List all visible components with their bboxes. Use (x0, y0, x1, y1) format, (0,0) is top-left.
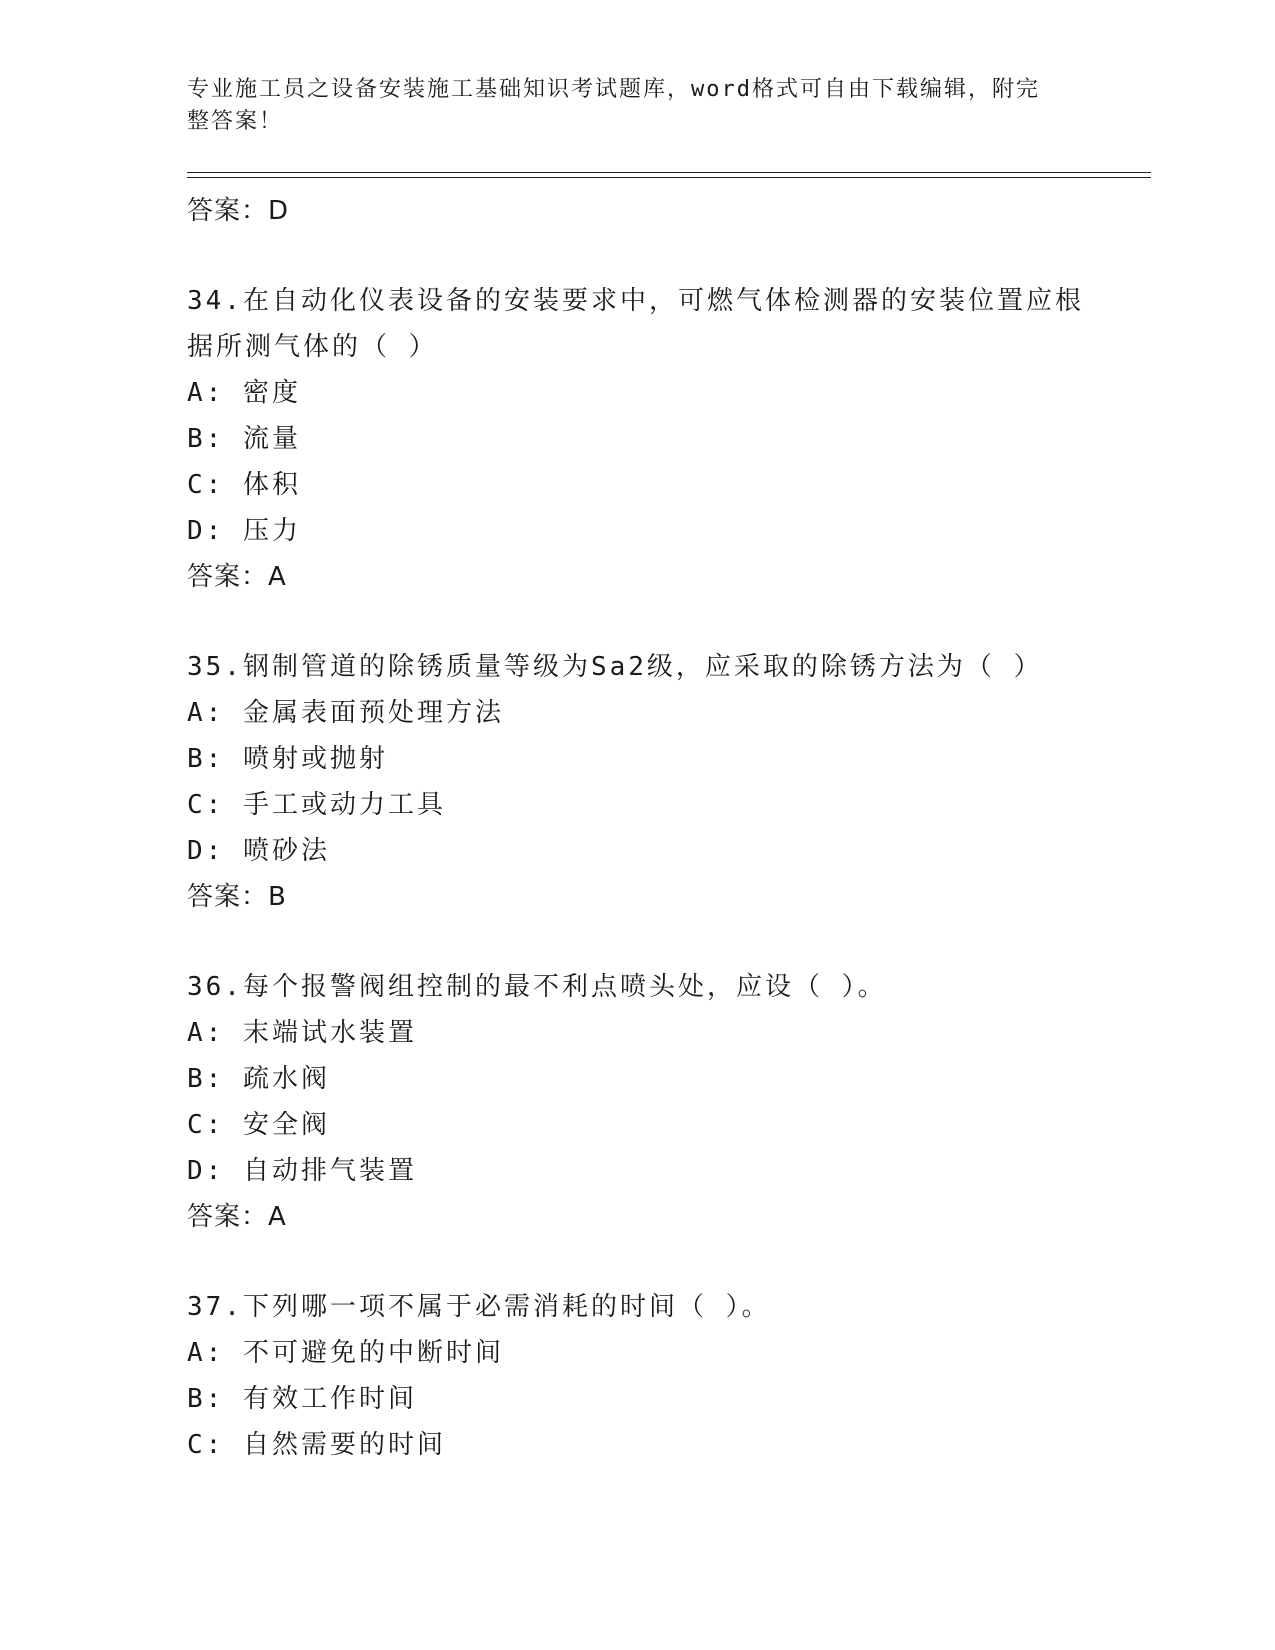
option-a: A: 金属表面预处理方法 (187, 698, 504, 728)
question-37 (187, 1284, 1087, 1468)
header-rule-top (187, 172, 1151, 173)
option-b: B: 流量 (187, 424, 301, 454)
spacer (187, 1240, 1087, 1284)
spacer (187, 920, 1087, 964)
option-d: D: 压力 (187, 516, 301, 546)
header-line-1: 专业施工员之设备安装施工基础知识考试题库，word格式可自由下载编辑，附完 (187, 77, 1040, 102)
previous-answer: 答案：D (187, 196, 290, 226)
option-c: C: 自然需要的时间 (187, 1430, 446, 1460)
question-35 (187, 644, 1087, 920)
question-34 (187, 278, 1087, 600)
question-list (187, 188, 1087, 1468)
option-a: A: 密度 (187, 378, 301, 408)
option-b: B: 有效工作时间 (187, 1384, 417, 1414)
option-c: C: 体积 (187, 470, 301, 500)
question-stem: 37.下列哪一项不属于必需消耗的时间（ ）。 (187, 1292, 771, 1322)
document-header (187, 74, 1067, 138)
option-a: A: 末端试水装置 (187, 1018, 417, 1048)
option-c: C: 手工或动力工具 (187, 790, 446, 820)
header-rule-bottom (187, 177, 1151, 178)
answer: 答案：A (187, 562, 287, 592)
option-a: A: 不可避免的中断时间 (187, 1338, 504, 1368)
option-c: C: 安全阀 (187, 1110, 330, 1140)
spacer (187, 600, 1087, 644)
option-b: B: 疏水阀 (187, 1064, 330, 1094)
spacer (187, 234, 1087, 278)
header-line-2: 整答案！ (187, 109, 284, 134)
question-stem: 36.每个报警阀组控制的最不利点喷头处，应设（ ）。 (187, 972, 887, 1002)
option-d: D: 自动排气装置 (187, 1156, 417, 1186)
answer: 答案：B (187, 882, 287, 912)
option-b: B: 喷射或抛射 (187, 744, 388, 774)
question-stem: 据所测气体的（ ） (187, 332, 438, 362)
question-36 (187, 964, 1087, 1240)
option-d: D: 喷砂法 (187, 836, 330, 866)
question-stem: 35.钢制管道的除锈质量等级为Sa2级，应采取的除锈方法为（ ） (187, 652, 1043, 682)
answer: 答案：A (187, 1202, 287, 1232)
question-stem: 34.在自动化仪表设备的安装要求中，可燃气体检测器的安装位置应根 (187, 286, 1084, 316)
